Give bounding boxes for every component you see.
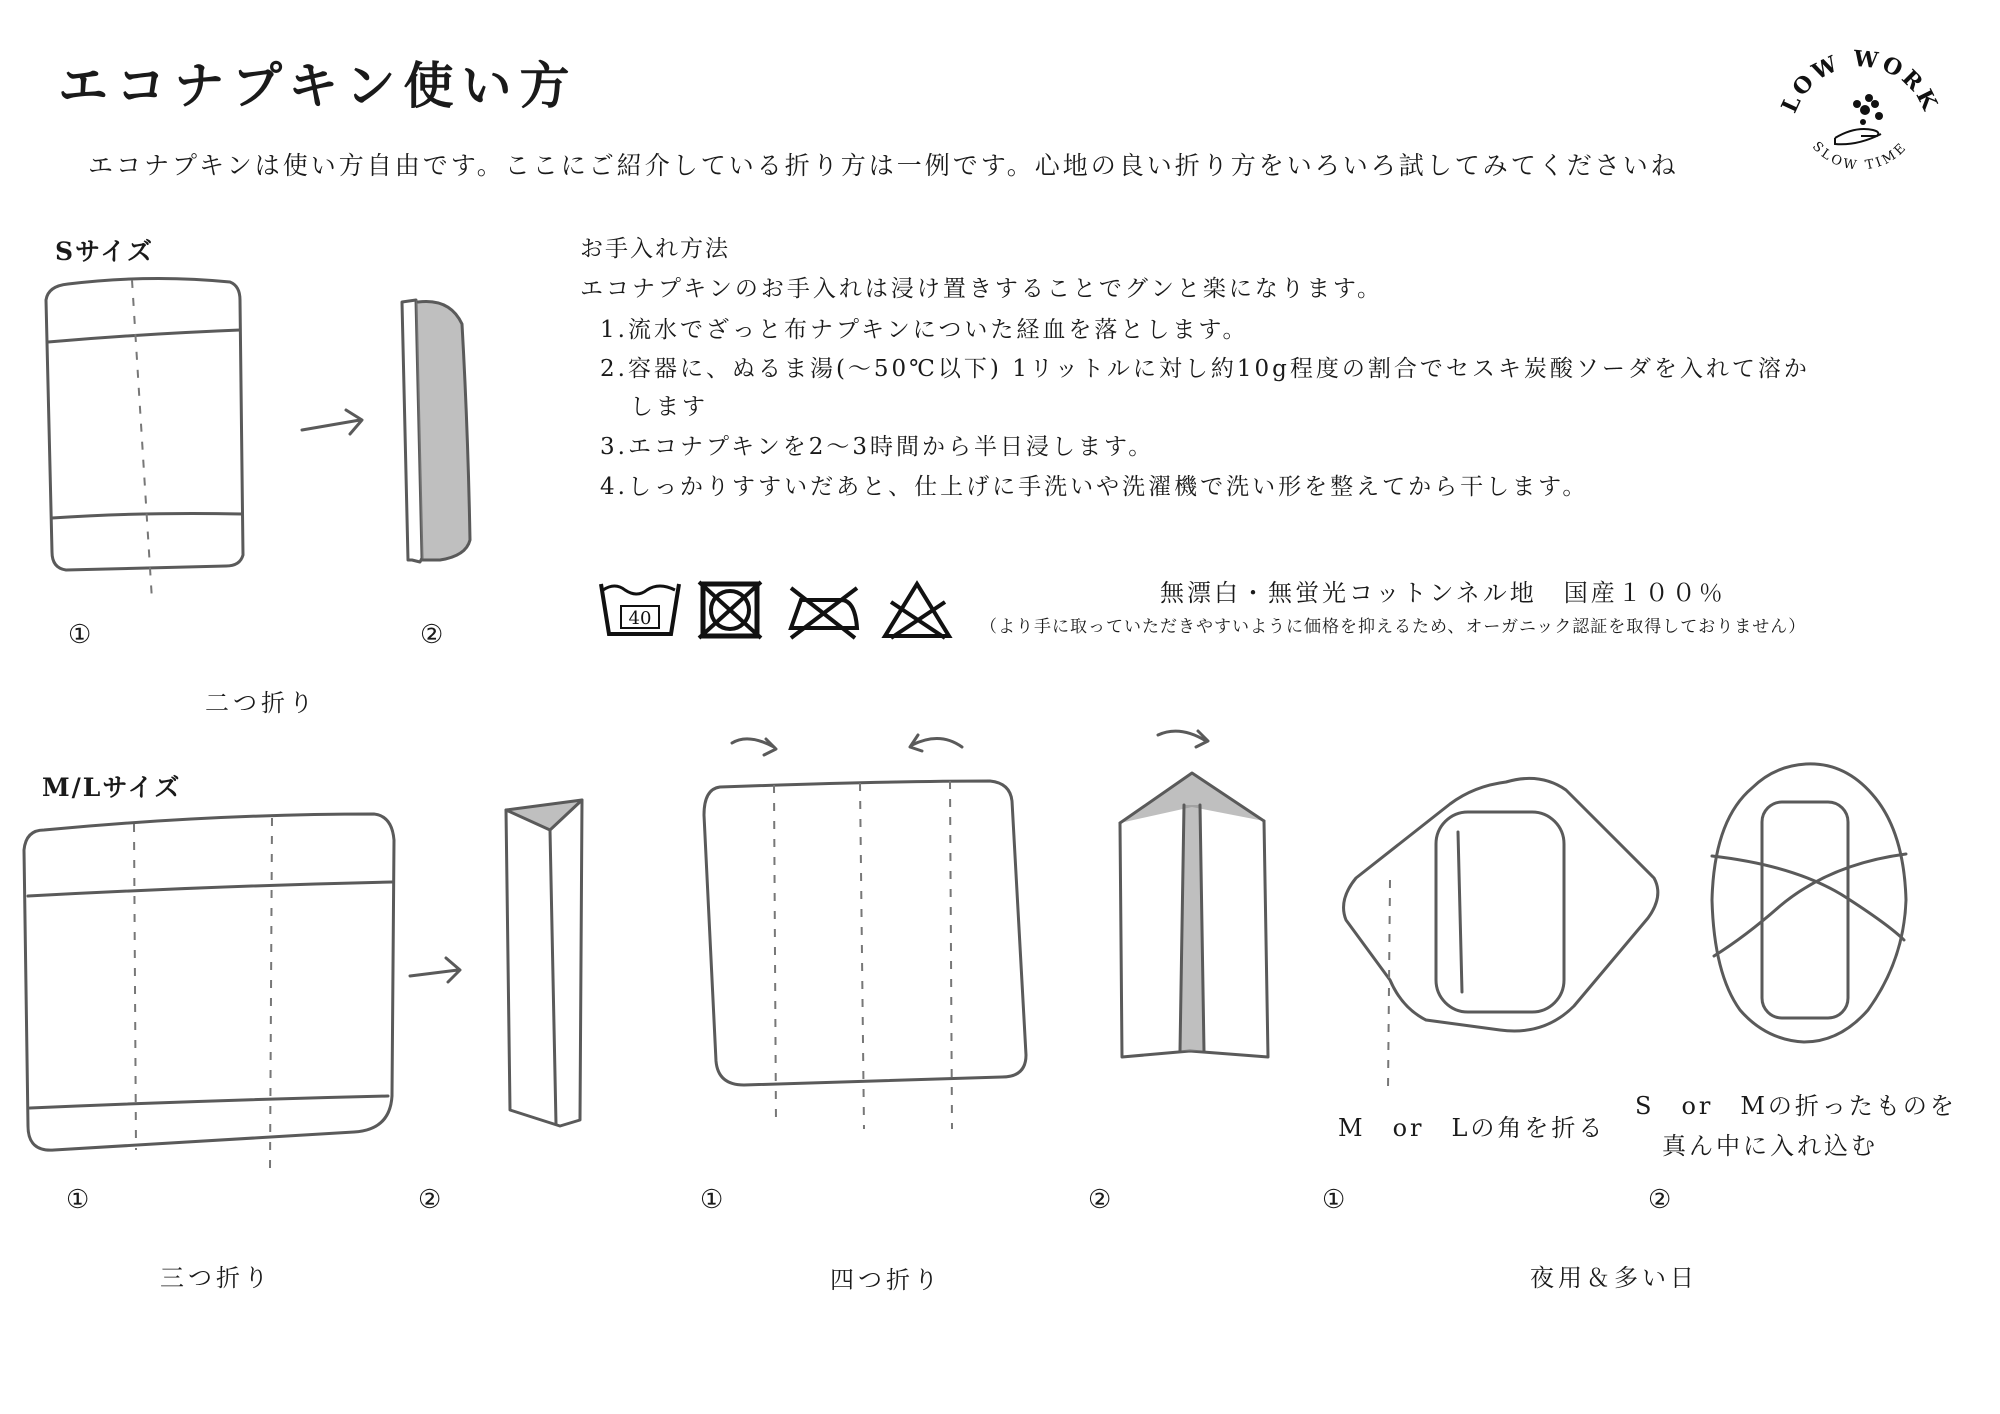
s-step-1-marker: ① [68,620,92,650]
hand-flower-icon [1835,94,1883,144]
quad-fold-label: 四つ折り [830,1266,942,1294]
wash-symbols [595,578,965,640]
care-step-3: 3.エコナプキンを2～3時間から半日浸します。 [600,434,1155,460]
no-tumble-dry-icon [699,582,761,638]
material-text: 無漂白・無蛍光コットンネル地 国産１００％ [1160,579,1726,607]
quad-step-1-marker: ① [700,1185,724,1215]
care-heading: お手入れ方法 [580,236,730,262]
quad-step-2-marker: ② [1088,1185,1112,1215]
wash-temp-text: 40 [628,608,652,629]
care-lead-text: エコナプキンのお手入れは浸け置きすることでグンと楽になります。 [580,276,1384,302]
tri-step-2-marker: ② [418,1185,442,1215]
care-step-4: 4.しっかりすすいだあと、仕上げに手洗いや洗濯機で洗い形を整えてから干します。 [600,474,1589,500]
ml-size-heading: M/Lサイズ [42,773,182,802]
tri-fold-result [490,790,600,1140]
night-caption-2-line-1: S or Mの折ったものを [1635,1092,1957,1120]
s-step-2-marker: ② [420,620,444,650]
no-iron-icon [791,588,857,638]
s-fold-label: 二つ折り [205,689,317,717]
s-size-heading: Sサイズ [55,237,155,266]
material-note: （より手に取っていただきやすいように価格を抑えるため、オーガニック認証を取得しておりません） [980,617,1807,637]
no-bleach-icon [885,584,949,638]
intro-text: エコナプキンは使い方自由です。ここにご紹介している折り方は一例です。心地の良い折り方をいろいろ試してみてくださいね [88,151,1679,180]
slow-works-logo [1765,28,1955,188]
care-step-2: 2.容器に、ぬるま湯(～50℃以下) 1リットルに対し約10g程度の割合でセスキ炭酸ソーダを入れて溶か [600,356,1810,382]
tri-fold-label: 三つ折り [160,1264,272,1292]
quad-fold-diagram [690,705,1330,1135]
s-size-diagram [40,270,500,610]
logo-top-text: LOW WORK [1776,45,1944,117]
logo-bottom-text: SLOW TIME [1809,139,1911,174]
night-caption-1: M or Lの角を折る [1338,1114,1606,1142]
tri-step-1-marker: ① [66,1185,90,1215]
care-step-2-continued: します [630,394,708,420]
night-fold-label: 夜用＆多い日 [1530,1264,1698,1292]
night-caption-2-line-2: 真ん中に入れ込む [1662,1132,1878,1160]
night-step-2-marker: ② [1648,1185,1672,1215]
night-fold-diagram [1330,760,1970,1090]
care-step-1: 1.流水でざっと布ナプキンについた経血を落とします。 [600,317,1249,343]
page-title: エコナプキン使い方 [58,56,578,115]
wash-40-icon [601,584,679,634]
svg-text:SLOW TIME [1809,139,1911,174]
night-step-1-marker: ① [1322,1185,1346,1215]
